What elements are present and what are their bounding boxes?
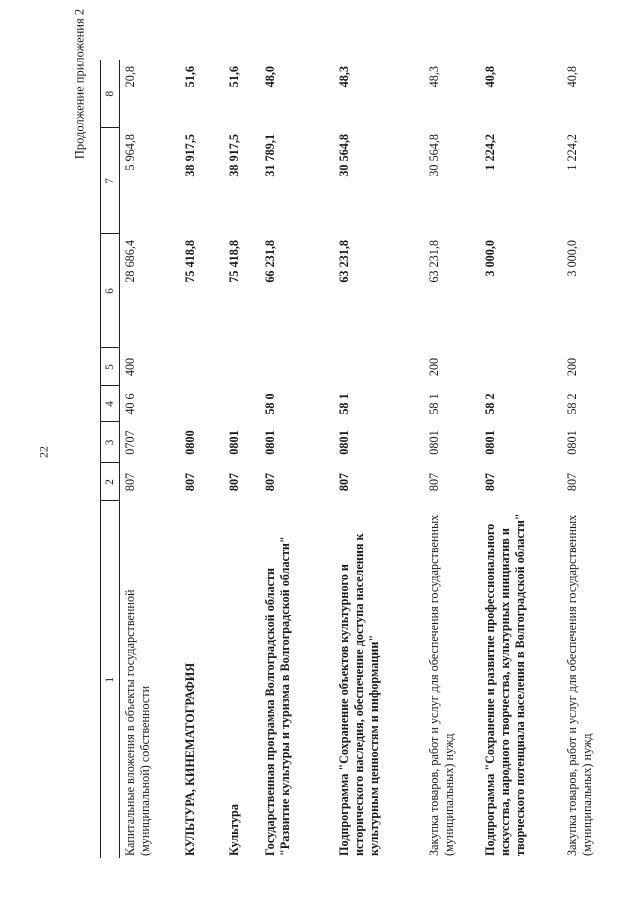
cell-col-4: [224, 386, 260, 422]
cell-col-4: 58 0: [262, 393, 277, 415]
cell-col-4: [180, 386, 224, 422]
cell-col-7: 31 789,1: [262, 134, 277, 177]
budget-table: [100, 60, 610, 858]
cell-col-8: 48,3: [426, 66, 441, 88]
cell-col-3: 0800: [182, 430, 197, 455]
header-col-5: 5: [101, 348, 120, 386]
cell-col-6: 3 000,0: [564, 240, 579, 277]
cell-col-3: 0801: [336, 430, 351, 455]
cell-col-8: 51,6: [182, 66, 197, 88]
cell-col-8: 20,8: [123, 66, 137, 88]
cell-col-2: 807: [226, 472, 241, 492]
cell-col-5: [260, 348, 334, 386]
cell-col-8: 40,8: [564, 66, 579, 88]
cell-col-7: 38 917,5: [226, 134, 241, 177]
cell-col-6: 75 418,8: [182, 240, 197, 283]
cell-col-4: 58 1: [426, 393, 441, 415]
cell-col-5: 200: [426, 357, 441, 377]
cell-col-5: 400: [123, 357, 137, 377]
cell-col-4: 58 2: [482, 393, 497, 415]
cell-col-2: 807: [564, 472, 579, 492]
table-row: [260, 60, 334, 858]
table-row: [224, 60, 260, 858]
cell-col-7: 30 564,8: [336, 134, 351, 177]
cell-col-3: 0801: [262, 430, 277, 455]
table-row: [562, 60, 610, 858]
page-number: 22: [36, 446, 51, 458]
cell-col-6: 75 418,8: [226, 240, 241, 283]
cell-col-7: 5 964,8: [123, 134, 137, 171]
cell-col-2: 807: [262, 472, 277, 492]
cell-col-8: 40,8: [482, 66, 497, 88]
rotated-table-container: [100, 60, 620, 858]
table-row: [480, 60, 562, 858]
cell-col-8: 48,0: [262, 66, 277, 88]
header-col-2: 2: [101, 463, 120, 501]
cell-col-5: 200: [564, 357, 579, 377]
header-col-7: 7: [101, 128, 120, 234]
cell-col-3: 0801: [482, 430, 497, 455]
header-col-3: 3: [101, 422, 120, 463]
cell-col-2: 807: [123, 472, 137, 492]
continuation-label: Продолжение приложения 2: [72, 8, 87, 160]
cell-col-5: [224, 348, 260, 386]
table-row: [180, 60, 224, 858]
header-col-4: 4: [101, 386, 120, 422]
header-col-8: 8: [101, 60, 120, 128]
cell-col-2: 807: [482, 472, 497, 492]
cell-col-2: 807: [336, 472, 351, 492]
row-name: КУЛЬТУРА, КИНЕМАТОГРАФИЯ: [182, 662, 197, 856]
cell-col-6: 63 231,8: [336, 240, 351, 283]
row-name: Подпрограмма "Сохранение объектов культурного и исторического наследия, обеспечение доступа населения к культурным ценностям и информации": [336, 533, 381, 856]
cell-col-4: 58 2: [564, 393, 579, 415]
cell-col-3: 0801: [226, 430, 241, 455]
header-col-6: 6: [101, 234, 120, 348]
cell-col-6: 28 686,4: [123, 240, 137, 283]
cell-col-3: 0707: [123, 430, 137, 455]
header-col-1: 1: [101, 501, 120, 858]
table-row: [334, 60, 424, 858]
cell-col-4: 40 6: [123, 393, 137, 415]
cell-col-7: 1 224,2: [482, 134, 497, 171]
cell-col-5: [480, 348, 562, 386]
cell-col-8: 51,6: [226, 66, 241, 88]
cell-col-8: 48,3: [336, 66, 351, 88]
table-row: [120, 60, 180, 858]
cell-col-6: 66 231,8: [262, 240, 277, 283]
cell-col-4: 58 1: [336, 393, 351, 415]
row-name: Закупка товаров, работ и услуг для обеспечения государственных (муниципальных) нужд: [564, 514, 594, 856]
cell-col-7: 30 564,8: [426, 134, 441, 177]
table-row: [424, 60, 480, 858]
row-name: Культура: [226, 804, 241, 856]
cell-col-6: 3 000,0: [482, 240, 497, 277]
table-header-row: [101, 60, 120, 858]
row-name: Закупка товаров, работ и услуг для обеспечения государственных (муниципальных) нужд: [426, 514, 456, 856]
cell-col-7: 1 224,2: [564, 134, 579, 171]
row-name: Подпрограмма "Сохранение и развитие профессионального искусства, народного творчества, культурных инициатив и творческого потенциала населения в Волгоградской области": [482, 513, 527, 856]
cell-col-6: 63 231,8: [426, 240, 441, 283]
row-name: Капитальные вложения в объекты государственной (муниципальной) собственности: [123, 589, 152, 856]
cell-col-2: 807: [426, 472, 441, 492]
cell-col-5: [334, 348, 424, 386]
cell-col-3: 0801: [426, 430, 441, 455]
cell-col-7: 38 917,5: [182, 134, 197, 177]
row-name: Государственная программа Волгоградской области "Развитие культуры и туризма в Волгоградской области": [262, 536, 292, 856]
cell-col-2: 807: [182, 472, 197, 492]
cell-col-3: 0801: [564, 430, 579, 455]
cell-col-5: [180, 348, 224, 386]
